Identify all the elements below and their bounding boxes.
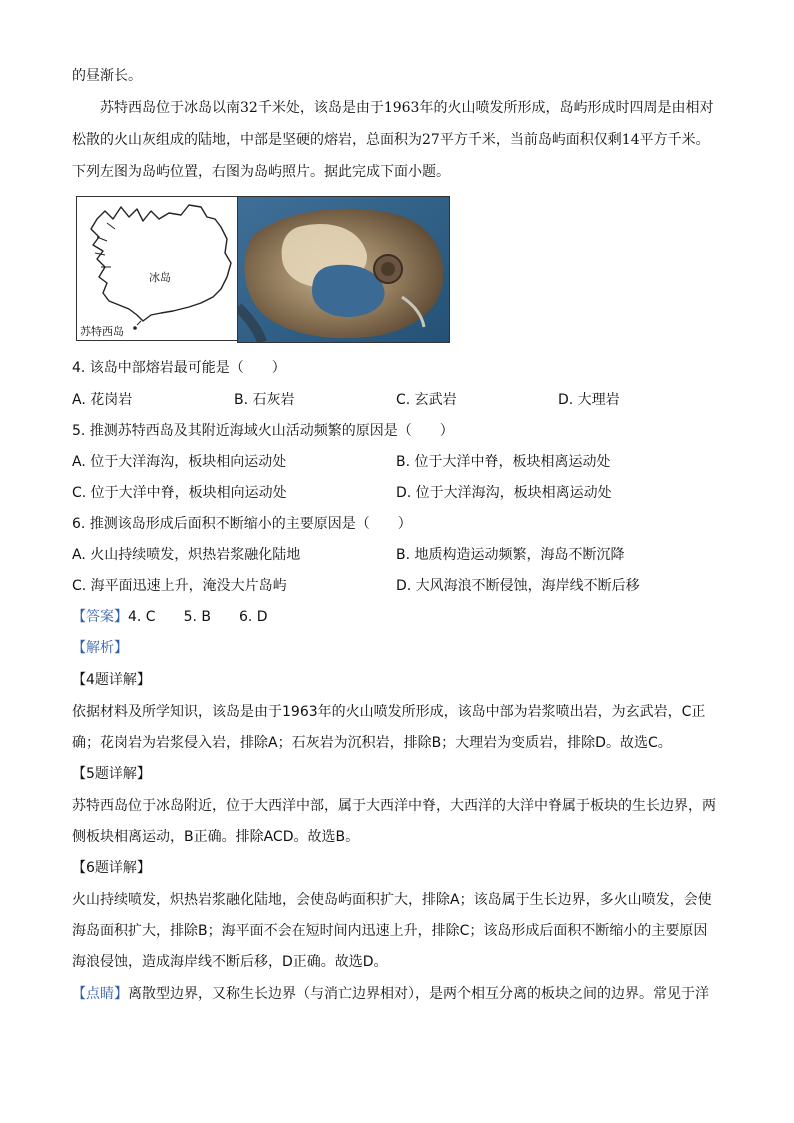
detail-4-line-2: 确；花岗岩为岩浆侵入岩，排除A；石灰岩为沉积岩，排除B；大理岩为变质岩，排除D。故选C。	[72, 735, 672, 751]
q6-option-a[interactable]: A. 火山持续喷发，炽热岩浆融化陆地	[72, 547, 301, 563]
answer-text: 4. C 5. B 6. D	[128, 609, 268, 625]
detail-4-line-1: 依据材料及所学知识，该岛是由于1963年的火山喷发所形成，该岛中部为岩浆喷出岩，为玄武岩，C正	[72, 704, 706, 720]
detail-6-line-2: 海岛面积扩大，排除B；海平面不会在短时间内迅速上升，排除C；该岛形成后面积不断缩小的主要原因	[72, 923, 708, 939]
detail-6-line-1: 火山持续喷发，炽热岩浆融化陆地，会使岛屿面积扩大，排除A；该岛属于生长边界，多火山喷发，会使	[72, 892, 712, 908]
detail-4-tag: 【4题详解】	[72, 672, 151, 688]
note-tag: 【点睛】	[72, 986, 128, 1002]
detail-5-line-1: 苏特西岛位于冰岛附近，位于大西洋中部，属于大西洋中脊，大西洋的大洋中脊属于板块的生长边界，两	[72, 798, 716, 814]
note-line	[72, 984, 722, 1004]
analysis-tag: 【解析】	[72, 640, 128, 656]
intro-para-line-1: 苏特西岛位于冰岛以南32千米处，该岛是由于1963年的火山喷发所形成，岛屿形成时四周是由相对	[100, 100, 714, 116]
iceland-location-map	[76, 196, 238, 341]
q6-option-b[interactable]: B. 地质构造运动频繁，海岛不断沉降	[396, 547, 625, 563]
q4-option-d[interactable]: D. 大理岩	[558, 392, 620, 408]
detail-6-tag: 【6题详解】	[72, 860, 151, 876]
answer-line	[72, 607, 722, 627]
q6-option-c[interactable]: C. 海平面迅速上升，淹没大片岛屿	[72, 578, 287, 594]
question-6-stem: 6. 推测该岛形成后面积不断缩小的主要原因是（ ）	[72, 516, 412, 532]
q6-option-d[interactable]: D. 大风海浪不断侵蚀，海岸线不断后移	[396, 578, 640, 594]
map-label-iceland: 冰岛	[149, 271, 171, 284]
detail-6-line-3: 海浪侵蚀，造成海岸线不断后移，D正确。故选D。	[72, 954, 388, 970]
intro-tail: 的昼渐长。	[72, 68, 142, 84]
q5-option-d[interactable]: D. 位于大洋海沟，板块相离运动处	[396, 485, 612, 501]
question-5-stem: 5. 推测苏特西岛及其附近海域火山活动频繁的原因是（ ）	[72, 423, 454, 439]
q5-option-a[interactable]: A. 位于大洋海沟，板块相向运动处	[72, 454, 287, 470]
detail-5-line-2: 侧板块相离运动，B正确。排除ACD。故选B。	[72, 829, 360, 845]
detail-5-tag: 【5题详解】	[72, 766, 151, 782]
figure	[76, 196, 448, 341]
intro-para-line-3: 下列左图为岛屿位置，右图为岛屿照片。据此完成下面小题。	[72, 164, 450, 180]
q5-option-c[interactable]: C. 位于大洋中脊，板块相向运动处	[72, 485, 287, 501]
answer-tag: 【答案】	[72, 609, 128, 625]
q4-option-a[interactable]: A. 花岗岩	[72, 392, 133, 408]
note-text: 离散型边界，又称生长边界（与消亡边界相对），是两个相互分离的板块之间的边界。常见于洋	[128, 986, 709, 1002]
q4-option-b[interactable]: B. 石灰岩	[234, 392, 295, 408]
island-photo-image	[238, 197, 449, 342]
intro-para-line-2: 松散的火山灰组成的陆地，中部是坚硬的熔岩，总面积为27平方千米，当前岛屿面积仅剩14平方千米。	[72, 132, 710, 148]
q4-option-c[interactable]: C. 玄武岩	[396, 392, 457, 408]
map-label-surtsey: 苏特西岛	[80, 325, 124, 338]
q5-option-b[interactable]: B. 位于大洋中脊，板块相离运动处	[396, 454, 611, 470]
question-4-stem: 4. 该岛中部熔岩最可能是（ ）	[72, 360, 286, 376]
island-photo	[237, 196, 450, 343]
